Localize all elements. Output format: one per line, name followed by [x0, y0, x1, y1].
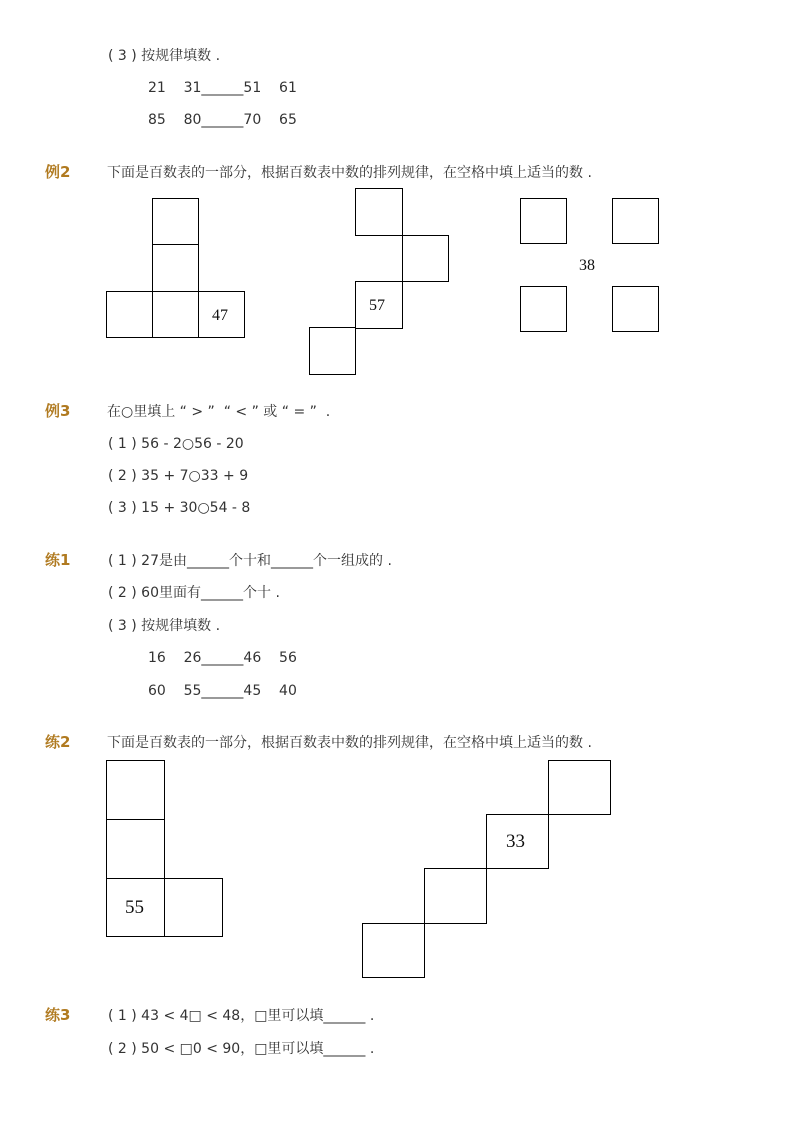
- example-3-instruction: 在○里填上 “ > ” “ < ” 或 “ = ” .: [107, 404, 331, 420]
- pattern-sequence-4: 60 55______45 40: [148, 683, 297, 699]
- grid-cell: [612, 286, 659, 332]
- practice-3-question-2: ( 2 ) 50 < □0 < 90，□里可以填______ .: [108, 1041, 375, 1057]
- example-3-label: 例3: [45, 402, 71, 420]
- compare-question-1: ( 1 ) 56 - 2○56 - 20: [108, 436, 244, 452]
- cell-value-55: 55: [125, 897, 144, 918]
- grid-cell: [548, 760, 611, 815]
- grid-cell: [424, 868, 487, 924]
- practice-2-label: 练2: [45, 733, 71, 751]
- compare-question-2: ( 2 ) 35 + 7○33 + 9: [108, 468, 249, 484]
- practice-1-question-1: ( 1 ) 27是由______个十和______个一组成的 .: [108, 553, 392, 569]
- question-3-heading: ( 3 ) 按规律填数 .: [108, 48, 221, 64]
- grid-cell: [152, 198, 199, 245]
- grid-cell: [106, 819, 165, 879]
- practice-2-instruction: 下面是百数表的一部分，根据百数表中数的排列规律，在空格中填上适当的数 .: [107, 735, 592, 751]
- compare-question-3: ( 3 ) 15 + 30○54 - 8: [108, 500, 251, 516]
- grid-cell: [362, 923, 425, 978]
- pattern-sequence-2: 85 80______70 65: [148, 112, 297, 128]
- grid-cell: [164, 878, 223, 937]
- pattern-sequence-1: 21 31______51 61: [148, 80, 297, 96]
- practice-1-question-2: ( 2 ) 60里面有______个十 .: [108, 585, 280, 601]
- grid-cell: [402, 235, 449, 282]
- grid-cell: [106, 760, 165, 820]
- practice-1-label: 练1: [45, 551, 71, 569]
- grid-cell: [106, 291, 153, 338]
- grid-cell: [612, 198, 659, 244]
- grid-cell: [520, 198, 567, 244]
- example-2-instruction: 下面是百数表的一部分，根据百数表中数的排列规律，在空格中填上适当的数 .: [107, 165, 592, 181]
- grid-cell: [152, 291, 199, 338]
- practice-3-question-1: ( 1 ) 43 < 4□ < 48，□里可以填______ .: [108, 1008, 375, 1024]
- grid-cell: [152, 244, 199, 292]
- practice-3-label: 练3: [45, 1006, 71, 1024]
- cell-value-47: 47: [212, 307, 228, 324]
- cell-value-57: 57: [369, 297, 385, 314]
- grid-cell: [520, 286, 567, 332]
- example-2-label: 例2: [45, 163, 71, 181]
- pattern-sequence-3: 16 26______46 56: [148, 650, 297, 666]
- cell-value-38: 38: [579, 257, 595, 274]
- grid-cell: [309, 327, 356, 375]
- cell-value-33: 33: [506, 831, 525, 852]
- practice-1-question-3: ( 3 ) 按规律填数 .: [108, 618, 221, 634]
- grid-cell: [355, 188, 403, 236]
